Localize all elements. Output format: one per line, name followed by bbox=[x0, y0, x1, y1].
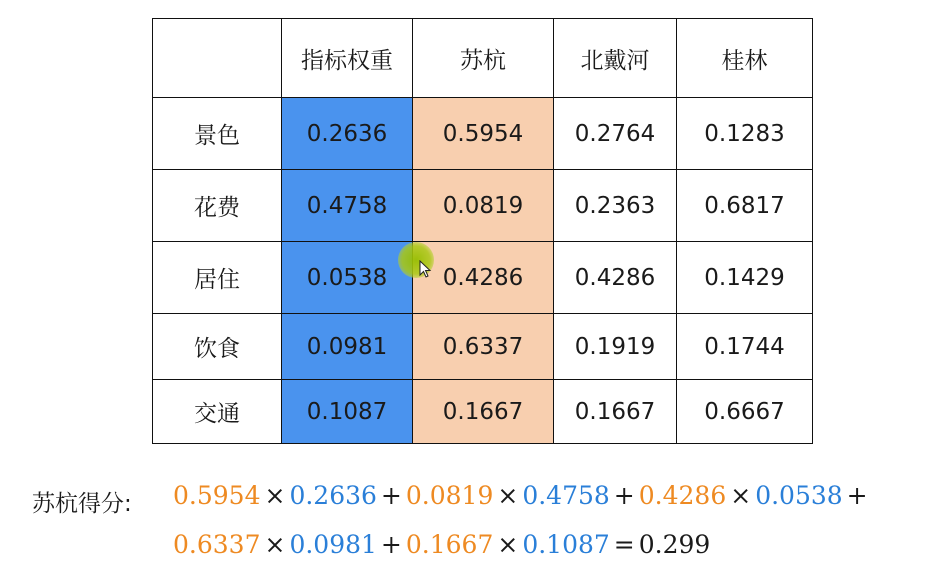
times-sign: × bbox=[497, 481, 519, 510]
row-label: 饮食 bbox=[153, 314, 282, 380]
suhang-cell: 0.4286 bbox=[413, 242, 554, 314]
suhang-value: 0.6337 bbox=[173, 530, 261, 559]
weight-value: 0.0981 bbox=[289, 530, 377, 559]
guilin-cell: 0.6667 bbox=[677, 380, 813, 444]
row-label: 景色 bbox=[153, 98, 282, 170]
suhang-value: 0.1667 bbox=[405, 530, 494, 559]
row-label: 花费 bbox=[153, 170, 282, 242]
plus-sign: + bbox=[846, 481, 868, 510]
beidaihe-cell: 0.2764 bbox=[554, 98, 677, 170]
header-beidaihe: 北戴河 bbox=[554, 19, 677, 98]
formula-line-2 bbox=[173, 530, 710, 559]
weight-value: 0.2636 bbox=[289, 481, 377, 510]
weight-cell: 0.2636 bbox=[282, 98, 413, 170]
plus-sign: + bbox=[613, 481, 635, 510]
weight-value: 0.0538 bbox=[755, 481, 843, 510]
mouse-cursor-icon bbox=[419, 260, 433, 278]
suhang-cell: 0.6337 bbox=[413, 314, 554, 380]
suhang-value: 0.0819 bbox=[405, 481, 494, 510]
times-sign: × bbox=[497, 530, 519, 559]
suhang-cell: 0.0819 bbox=[413, 170, 554, 242]
suhang-cell: 0.5954 bbox=[413, 98, 554, 170]
row-label: 交通 bbox=[153, 380, 282, 444]
row-label: 居住 bbox=[153, 242, 282, 314]
guilin-cell: 0.1283 bbox=[677, 98, 813, 170]
weight-value: 0.4758 bbox=[522, 481, 610, 510]
guilin-cell: 0.1744 bbox=[677, 314, 813, 380]
formula-line-1 bbox=[173, 481, 872, 510]
equals-sign: = bbox=[613, 530, 635, 559]
beidaihe-cell: 0.1919 bbox=[554, 314, 677, 380]
table-row bbox=[153, 380, 813, 444]
formula-label: 苏杭得分: bbox=[32, 491, 132, 517]
header-weight: 指标权重 bbox=[282, 19, 413, 98]
plus-sign: + bbox=[380, 530, 402, 559]
weight-cell: 0.0981 bbox=[282, 314, 413, 380]
times-sign: × bbox=[264, 481, 286, 510]
weight-cell: 0.0538 bbox=[282, 242, 413, 314]
guilin-cell: 0.6817 bbox=[677, 170, 813, 242]
table-row bbox=[153, 98, 813, 170]
score-table bbox=[152, 18, 813, 444]
suhang-value: 0.5954 bbox=[173, 481, 261, 510]
table-row bbox=[153, 314, 813, 380]
score-result: 0.299 bbox=[638, 530, 711, 559]
beidaihe-cell: 0.2363 bbox=[554, 170, 677, 242]
table-header-row bbox=[153, 19, 813, 98]
header-guilin: 桂林 bbox=[677, 19, 813, 98]
plus-sign: + bbox=[380, 481, 402, 510]
guilin-cell: 0.1429 bbox=[677, 242, 813, 314]
beidaihe-cell: 0.4286 bbox=[554, 242, 677, 314]
table-row bbox=[153, 170, 813, 242]
weight-value: 0.1087 bbox=[522, 530, 610, 559]
weight-cell: 0.1087 bbox=[282, 380, 413, 444]
header-corner bbox=[153, 19, 282, 98]
beidaihe-cell: 0.1667 bbox=[554, 380, 677, 444]
suhang-cell: 0.1667 bbox=[413, 380, 554, 444]
table-row bbox=[153, 242, 813, 314]
times-sign: × bbox=[730, 481, 752, 510]
times-sign: × bbox=[264, 530, 286, 559]
header-suhang: 苏杭 bbox=[413, 19, 554, 98]
weight-cell: 0.4758 bbox=[282, 170, 413, 242]
suhang-value: 0.4286 bbox=[638, 481, 727, 510]
